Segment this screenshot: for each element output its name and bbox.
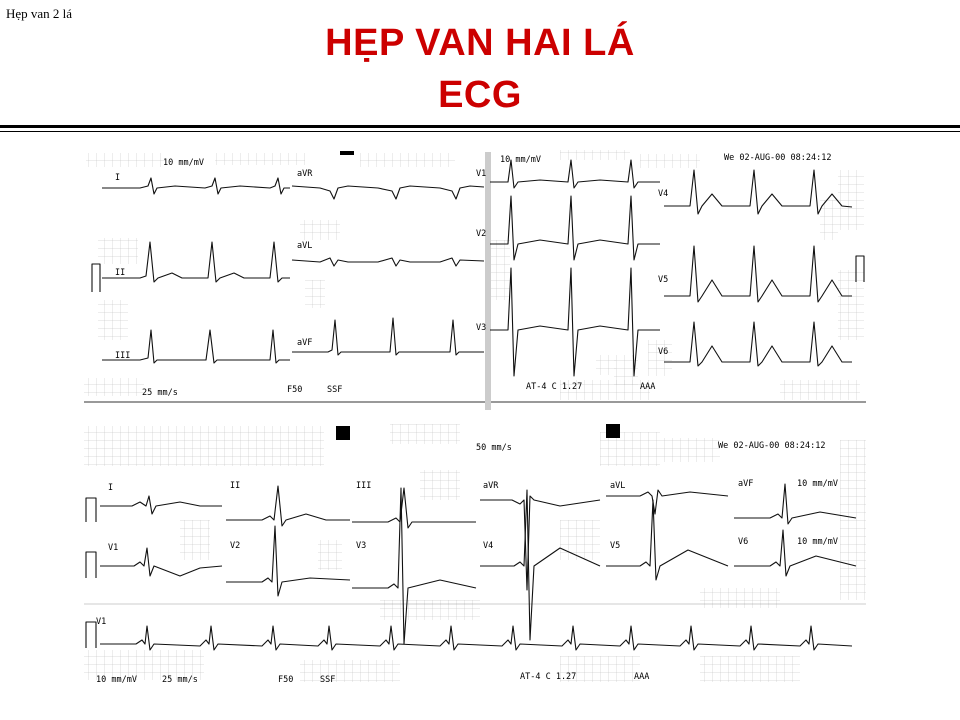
ecg-bottom-aaa: AAA: [634, 672, 650, 682]
ecg-top-speed: 25 mm/s: [142, 388, 178, 398]
ecg-bottom-lead-III: III: [356, 481, 372, 491]
ecg-bottom-gain-1: 10 mm/mV: [797, 479, 838, 489]
slide-corner-label: Hẹp van 2 lá: [6, 6, 73, 21]
ecg-bottom-strip: [84, 424, 866, 688]
ecg-top-lead-V1: V1: [476, 169, 487, 179]
ecg-top-lead-V4: V4: [658, 189, 669, 199]
ecg-top-lead-I: I: [115, 173, 121, 183]
ecg-bottom-device: AT-4 C 1.27: [520, 672, 577, 682]
ecg-top-datetime: We 02-AUG-00 08:24:12: [724, 153, 832, 163]
ecg-bottom-lead-aVF: aVF: [738, 479, 754, 489]
ecg-top-gain-mid: 10 mm/mV: [500, 155, 541, 165]
ecg-top-lead-V6: V6: [658, 347, 669, 357]
ecg-bottom-lead-V5: V5: [610, 541, 621, 551]
ecg-top-lead-aVF: aVF: [297, 338, 313, 348]
ecg-top-lead-aVL: aVL: [297, 241, 313, 251]
ecg-bottom-footer-gain: 10 mm/mV: [96, 675, 137, 685]
ecg-bottom-lead-aVR: aVR: [483, 481, 499, 491]
ecg-bottom-lead-V2: V2: [230, 541, 241, 551]
ecg-bottom-lead-I: I: [108, 483, 114, 493]
ecg-bottom-filter: F50: [278, 675, 294, 685]
slide-title: HẸP VAN HAI LÁ: [325, 22, 635, 64]
ecg-top-lead-V5: V5: [658, 275, 669, 285]
ecg-bottom-lead-V6: V6: [738, 537, 749, 547]
ecg-bottom-lead-II: II: [230, 481, 241, 491]
ecg-top-strip: [84, 150, 866, 410]
ecg-top-lead-II: II: [115, 268, 126, 278]
ecg-bottom-lead-V1: V1: [108, 543, 119, 553]
slide-subtitle: ECG: [438, 74, 522, 116]
ecg-bottom-speed: 50 mm/s: [476, 443, 512, 453]
ecg-top-lead-V3: V3: [476, 323, 487, 333]
ecg-bottom-ssf: SSF: [320, 675, 336, 685]
ecg-top-filter: F50: [287, 385, 303, 395]
ecg-top-device: AT-4 C 1.27: [526, 382, 583, 392]
ecg-bottom-footer-speed: 25 mm/s: [162, 675, 198, 685]
ecg-bottom-gain-2: 10 mm/mV: [797, 537, 838, 547]
ecg-top-ssf: SSF: [327, 385, 343, 395]
ecg-bottom-lead-V3: V3: [356, 541, 367, 551]
ecg-bottom-lead-aVL: aVL: [610, 481, 626, 491]
ecg-top-gain-left: 10 mm/mV: [163, 158, 204, 168]
ecg-bottom-lead-rhythm: V1: [96, 617, 107, 627]
ecg-top-lead-III: III: [115, 351, 131, 361]
ecg-top-lead-aVR: aVR: [297, 169, 313, 179]
ecg-top-aaa: AAA: [640, 382, 656, 392]
ecg-bottom-datetime: We 02-AUG-00 08:24:12: [718, 441, 826, 451]
ecg-top-paper: [84, 152, 866, 406]
ecg-bottom-lead-V4: V4: [483, 541, 494, 551]
ecg-top-lead-V2: V2: [476, 229, 487, 239]
